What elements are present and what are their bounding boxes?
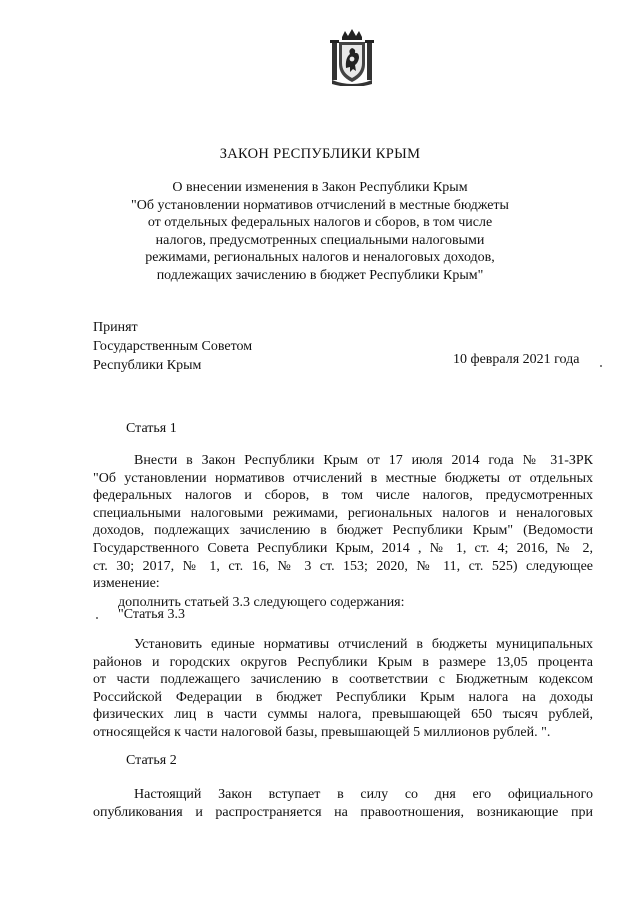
- paragraph-line: Установить единые нормативы отчислений в бюджеты муниципальных: [134, 637, 593, 652]
- subtitle-line: налогов, предусмотренных специальными налоговыми: [155, 232, 485, 248]
- crimea-coat-of-arms-emblem: [328, 28, 376, 86]
- subtitle-line: режимами, региональных налогов и неналоговых доходов,: [145, 250, 495, 265]
- subtitle-line: подлежащих зачислению в бюджет Республики Крым": [156, 267, 484, 283]
- paragraph-line: районов и городских округов Республики Крым в размере 13,05 процента: [93, 654, 593, 670]
- adopted-line: Республики Крым: [93, 358, 202, 373]
- paragraph-line: Государственного Совета Республики Крым, 2014 , № 1, ст. 4; 2016, № 2,: [93, 540, 593, 556]
- paragraph-line: физических лиц в части суммы налога, превышающей 650 тысяч рублей,: [93, 707, 593, 723]
- paragraph-line: относящейся к части налоговой базы, превышающей 5 миллионов рублей. ".: [93, 724, 551, 740]
- article-2-heading: Статья 2: [126, 753, 177, 768]
- supplement-text: дополнить статьей 3.3 следующего содержания:: [118, 595, 405, 610]
- paragraph-line: от части подлежащего зачислению в соответствии с Бюджетным кодексом: [93, 672, 593, 688]
- scan-speck: [600, 365, 602, 367]
- subtitle-line: "Об установлении нормативов отчислений в местные бюджеты: [131, 197, 509, 213]
- adoption-date: 10 февраля 2021 года: [453, 352, 580, 367]
- paragraph-line: Внести в Закон Республики Крым от 17 июля 2014 года № 31-ЗРК: [134, 453, 593, 468]
- adopted-line: Принят: [93, 320, 138, 335]
- subtitle-line: от отдельных федеральных налогов и сборов, в том числе: [147, 215, 493, 230]
- paragraph-line: Настоящий Закон вступает в силу со дня его официального: [134, 787, 593, 802]
- scan-speck: [96, 617, 98, 619]
- adopted-by-block: [93, 318, 252, 375]
- paragraph-line: изменение:: [93, 576, 160, 592]
- new-article-heading: "Статья 3.3: [118, 607, 185, 622]
- subtitle-line: О внесении изменения в Закон Республики Крым: [172, 180, 468, 195]
- article-1-heading: Статья 1: [126, 421, 177, 436]
- paragraph-line: федеральных налогов и сборов, в том числе налогов, предусмотренных: [93, 488, 593, 504]
- paragraph-line: "Об установлении нормативов отчислений в местные бюджеты от отдельных: [93, 470, 593, 486]
- document-subtitle: [0, 179, 640, 284]
- paragraph-line: доходов, подлежащих зачислению в бюджет Республики Крым" (Ведомости: [93, 523, 593, 539]
- document-title: ЗАКОН РЕСПУБЛИКИ КРЫМ: [219, 146, 421, 162]
- paragraph-line: ст. 30; 2017, № 1, ст. 16, № 3 ст. 153; 2020, № 11, ст. 525) следующее: [93, 558, 593, 574]
- article-3-3-body: [93, 636, 593, 742]
- adopted-line: Государственным Советом: [93, 339, 253, 354]
- article-2-paragraph: [93, 786, 593, 821]
- paragraph-line: опубликования и распространяется на правоотношения, возникающие при: [93, 804, 593, 820]
- paragraph-line: Российской Федерации в бюджет Республики Крым налога на доходы: [93, 689, 593, 705]
- article-1-paragraph: [93, 452, 593, 593]
- paragraph-line: специальными налоговыми режимами, региональных налогов и неналоговых: [93, 505, 593, 521]
